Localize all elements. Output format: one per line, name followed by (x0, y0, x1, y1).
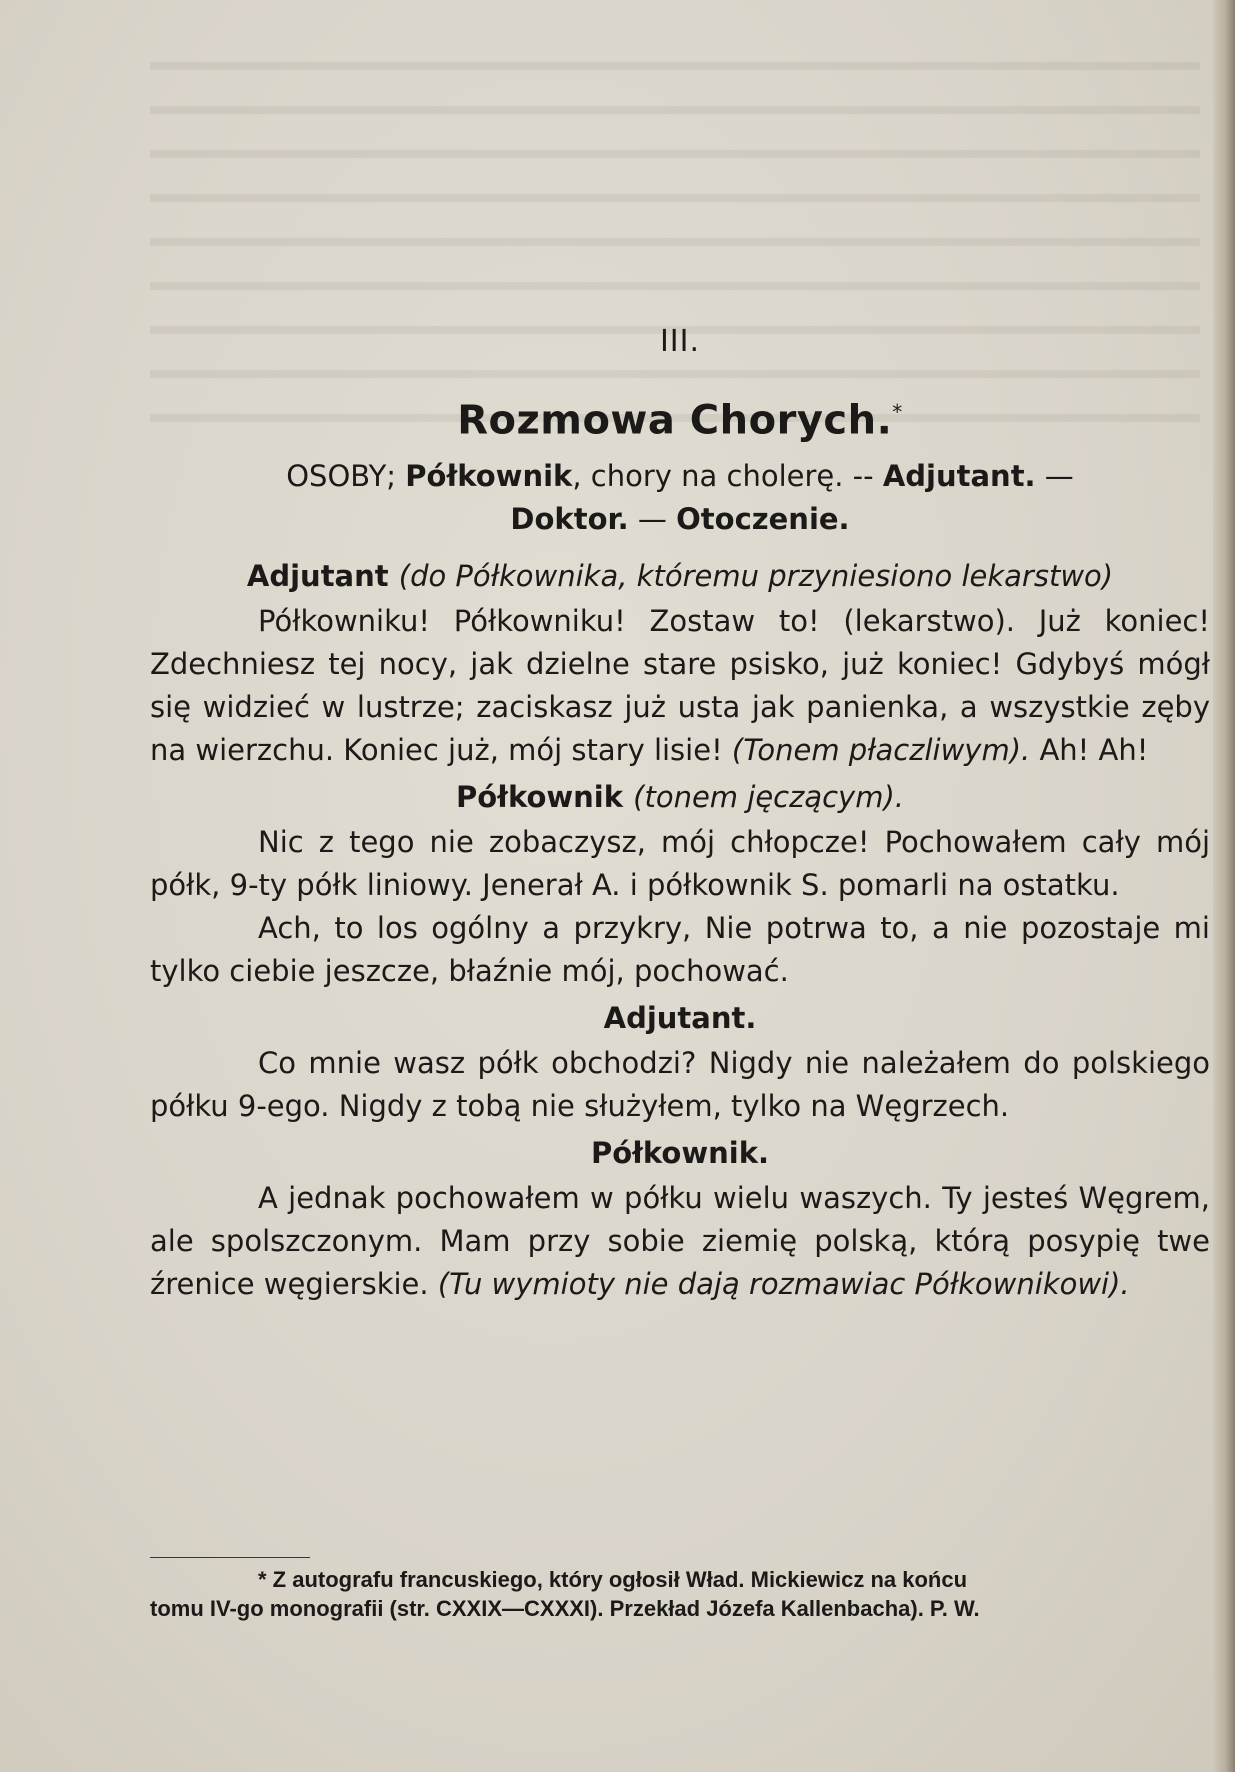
footnote (150, 1565, 1210, 1623)
speaker-name: Adjutant. (603, 1001, 757, 1036)
speaker-heading (150, 1132, 1210, 1175)
footnote-line: * Z autografu francuskiego, który ogłosił Wład. Mickiewicz na końcu (258, 1567, 968, 1592)
person-doctor: Doktor. (510, 502, 629, 537)
person-entourage: Otoczenie. (676, 502, 850, 537)
person-colonel-desc: , chory na cholerę. -- (572, 459, 883, 494)
speaker-heading (150, 555, 1210, 598)
persons-sep: — (1035, 459, 1074, 494)
person-adjutant: Adjutant. (882, 459, 1036, 494)
stage-direction: (tonem jęczącym). (633, 780, 904, 815)
persons-sep: — (628, 502, 677, 537)
speaker-heading (150, 997, 1210, 1040)
footnote-mark: * (892, 400, 903, 424)
dialogue-text: Półkowniku! Półkowniku! Zostaw to! (lekarstwo). Już koniec! Zdechniesz tej nocy, jak dzielne stare psisko, już koniec! Gdybyś mógł się widzieć w lustrze; zaciskasz już usta jak panienka, a wszystkie zęby na wierzchu. Koniec już, mój stary lisie! (150, 604, 1210, 768)
persons-prefix: OSOBY; (286, 459, 406, 494)
speaker-name: Adjutant (246, 559, 389, 594)
speaker-heading (150, 776, 1210, 819)
footnote-line: tomu IV-go monografii (str. CXXIX—CXXXI). Przekład Józefa Kallenbacha). P. W. (150, 1596, 980, 1621)
dialogue-text: A jednak pochowałem w półku wielu waszych. Ty jesteś Węgrem, ale spolszczonym. Mam przy sobie ziemię polską, którą posypię twe źrenice węgierskie. (150, 1181, 1210, 1302)
footnote-divider (150, 1557, 310, 1558)
main-text-block (150, 320, 1210, 1306)
title-text: Rozmowa Chorych. (457, 397, 893, 444)
dialogue-paragraph: Nic z tego nie zobaczysz, mój chłopcze! Pochowałem cały mój półk, 9-ty półk liniowy. Jenerał A. i półkownik S. pomarli na ostatku. (150, 825, 1210, 903)
page-title (150, 387, 1210, 445)
stage-direction: (Tonem płaczliwym). (731, 733, 1031, 768)
dialogue-text: Ah! Ah! (1030, 733, 1149, 768)
dialogue-paragraph (150, 600, 1210, 772)
dialogue-paragraph: Ach, to los ogólny a przykry, Nie potrwa to, a nie pozostaje mi tylko ciebie jeszcze, błaźnie mój, pochować. (150, 911, 1210, 989)
person-colonel: Półkownik (405, 459, 573, 494)
page-spine-edge (1213, 0, 1235, 1772)
dialogue-paragraph: Co mnie wasz półk obchodzi? Nigdy nie należałem do polskiego półku 9-ego. Nigdy z tobą nie służyłem, tylko na Węgrzech. (150, 1046, 1210, 1124)
stage-direction: (do Półkownika, któremu przyniesiono lekarstwo) (398, 559, 1114, 594)
stage-direction: (Tu wymioty nie dają rozmawiac Półkownikowi). (437, 1267, 1130, 1302)
speaker-name: Półkownik. (590, 1136, 770, 1171)
section-numeral: III. (659, 324, 701, 359)
dialogue-paragraph (150, 1177, 1210, 1306)
speaker-name: Półkownik (456, 780, 624, 815)
dramatis-personae (150, 455, 1210, 541)
